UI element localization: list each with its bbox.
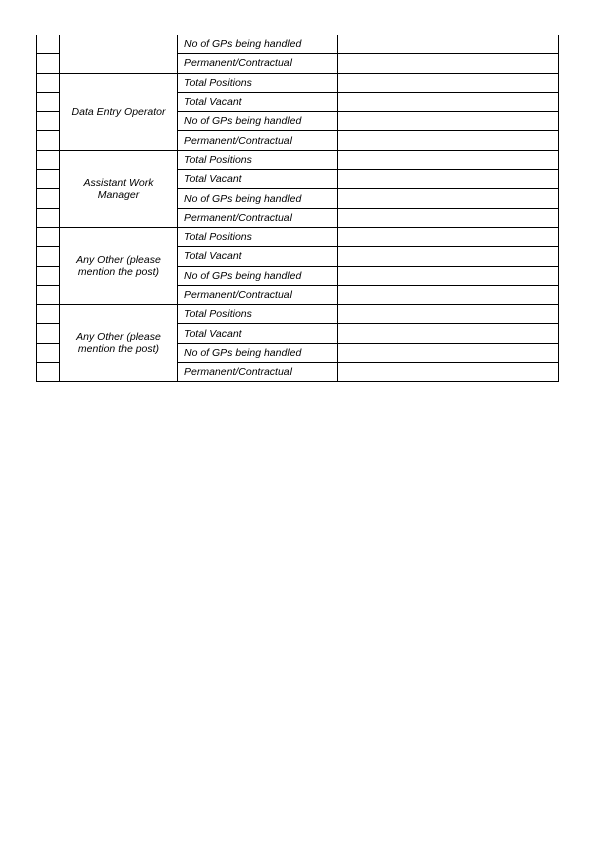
serial-number-cell[interactable] <box>37 170 60 189</box>
table-row <box>37 305 559 324</box>
field-label-permanent-contractual: Permanent/Contractual <box>178 363 338 382</box>
field-value-cell[interactable] <box>338 266 559 285</box>
serial-number-cell[interactable] <box>37 266 60 285</box>
field-label-gps-handled: No of GPs being handled <box>178 112 338 131</box>
field-value-cell[interactable] <box>338 208 559 227</box>
serial-number-cell[interactable] <box>37 150 60 169</box>
field-label-total-positions: Total Positions <box>178 227 338 246</box>
post-name-cell <box>60 35 178 73</box>
post-label-any-other: Any Other (please mention the post) <box>76 331 161 356</box>
table-row <box>37 150 559 169</box>
post-label-any-other: Any Other (please mention the post) <box>76 254 161 279</box>
field-value-cell[interactable] <box>338 73 559 92</box>
post-name-cell <box>60 150 178 227</box>
field-label-total-positions: Total Positions <box>178 305 338 324</box>
field-value-cell[interactable] <box>338 324 559 343</box>
field-label-total-vacant: Total Vacant <box>178 92 338 111</box>
field-label-total-vacant: Total Vacant <box>178 324 338 343</box>
field-label-gps-handled: No of GPs being handled <box>178 189 338 208</box>
serial-number-cell[interactable] <box>37 92 60 111</box>
field-value-cell[interactable] <box>338 112 559 131</box>
post-label-data-entry-operator: Data Entry Operator <box>71 105 166 118</box>
field-value-cell[interactable] <box>338 92 559 111</box>
field-label-gps-handled: No of GPs being handled <box>178 266 338 285</box>
field-label-total-positions: Total Positions <box>178 73 338 92</box>
field-label-total-vacant: Total Vacant <box>178 247 338 266</box>
field-label-permanent-contractual: Permanent/Contractual <box>178 208 338 227</box>
serial-number-cell[interactable] <box>37 54 60 73</box>
post-label-assistant-work-manager: Assistant Work Manager <box>83 176 154 201</box>
field-value-cell[interactable] <box>338 227 559 246</box>
serial-number-cell[interactable] <box>37 35 60 54</box>
serial-number-cell[interactable] <box>37 227 60 246</box>
field-label-gps-handled: No of GPs being handled <box>178 35 338 54</box>
serial-number-cell[interactable] <box>37 208 60 227</box>
serial-number-cell[interactable] <box>37 131 60 150</box>
field-value-cell[interactable] <box>338 35 559 54</box>
field-label-gps-handled: No of GPs being handled <box>178 343 338 362</box>
field-value-cell[interactable] <box>338 54 559 73</box>
field-value-cell[interactable] <box>338 343 559 362</box>
field-label-permanent-contractual: Permanent/Contractual <box>178 285 338 304</box>
field-label-total-vacant: Total Vacant <box>178 170 338 189</box>
serial-number-cell[interactable] <box>37 73 60 92</box>
table-row <box>37 73 559 92</box>
post-name-cell <box>60 73 178 150</box>
post-name-cell <box>60 227 178 304</box>
serial-number-cell[interactable] <box>37 324 60 343</box>
field-value-cell[interactable] <box>338 131 559 150</box>
field-value-cell[interactable] <box>338 189 559 208</box>
field-label-permanent-contractual: Permanent/Contractual <box>178 131 338 150</box>
post-name-cell <box>60 305 178 382</box>
serial-number-cell[interactable] <box>37 189 60 208</box>
serial-number-cell[interactable] <box>37 247 60 266</box>
field-value-cell[interactable] <box>338 363 559 382</box>
serial-number-cell[interactable] <box>37 305 60 324</box>
staff-details-form <box>36 35 559 382</box>
field-value-cell[interactable] <box>338 170 559 189</box>
field-value-cell[interactable] <box>338 247 559 266</box>
serial-number-cell[interactable] <box>37 285 60 304</box>
serial-number-cell[interactable] <box>37 112 60 131</box>
table-row <box>37 227 559 246</box>
table-row <box>37 35 559 54</box>
serial-number-cell[interactable] <box>37 343 60 362</box>
field-label-permanent-contractual: Permanent/Contractual <box>178 54 338 73</box>
field-value-cell[interactable] <box>338 285 559 304</box>
field-label-total-positions: Total Positions <box>178 150 338 169</box>
field-value-cell[interactable] <box>338 150 559 169</box>
serial-number-cell[interactable] <box>37 363 60 382</box>
field-value-cell[interactable] <box>338 305 559 324</box>
staff-positions-table <box>36 35 559 382</box>
